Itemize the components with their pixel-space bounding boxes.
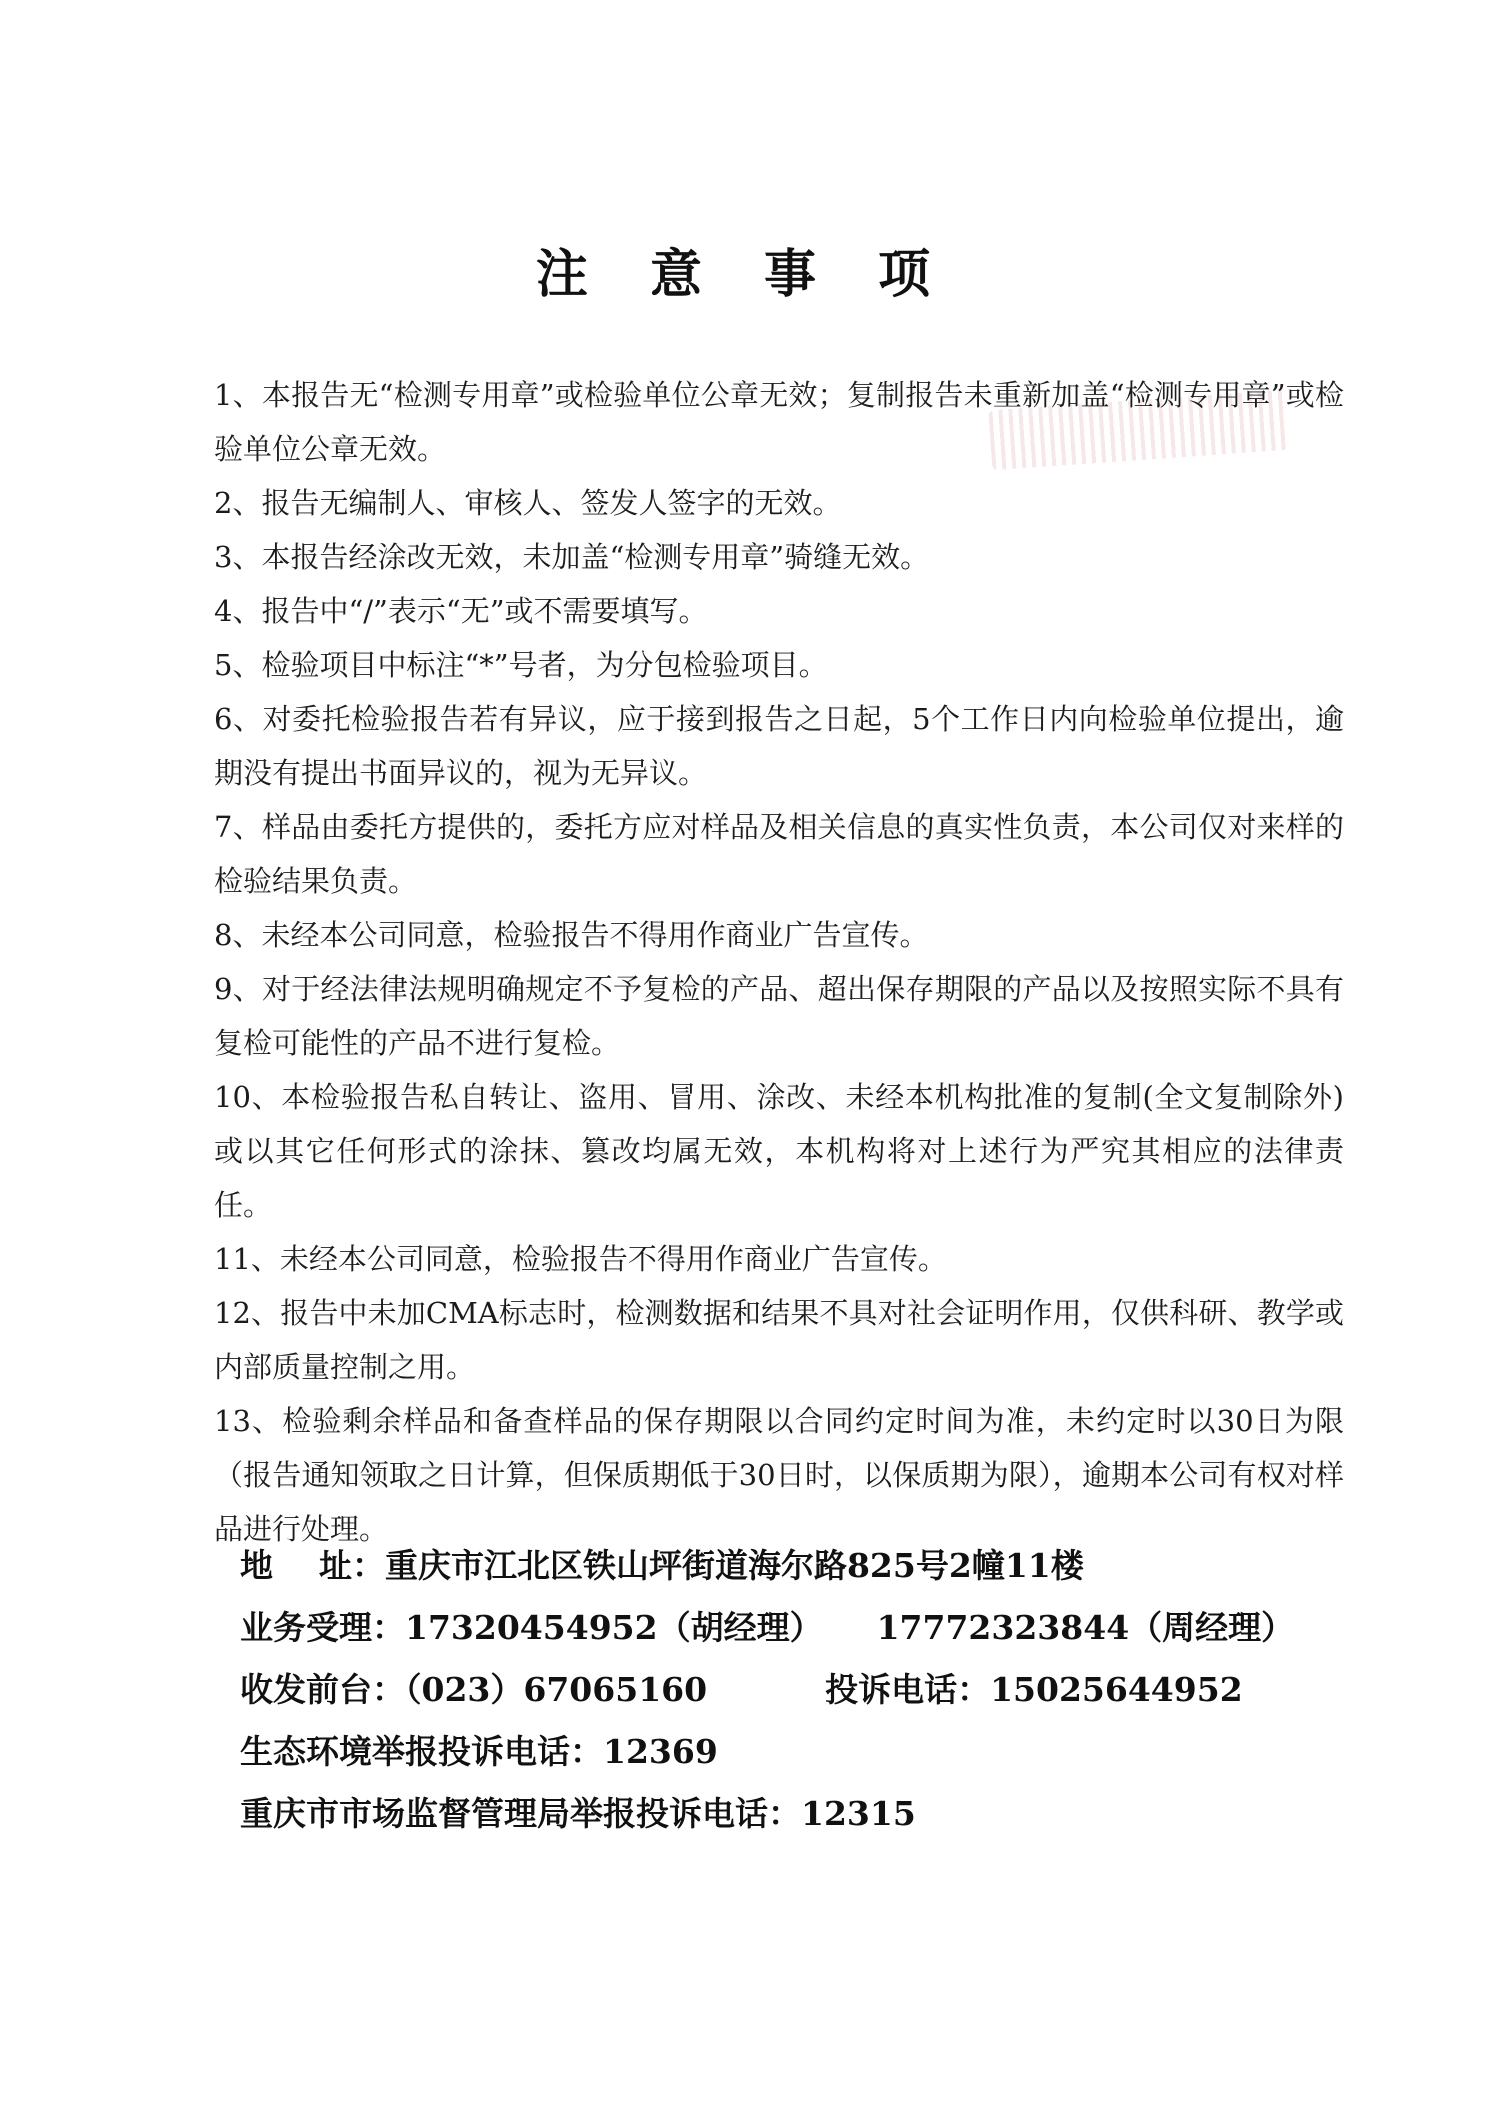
- contact-block: [240, 1535, 1360, 1845]
- eco-line: [240, 1721, 1360, 1783]
- notice-item-11: 11、未经本公司同意，检验报告不得用作商业广告宣传。: [214, 1242, 947, 1276]
- complaint-phone: 15025644952: [990, 1670, 1243, 1709]
- notice-item-6: 6、对委托检验报告若有异议，应于接到报告之日起，5个工作日内向检验单位提出，逾期没有提出书面异议的，视为无异议。: [214, 702, 1344, 790]
- notice-item-10: 10、本检验报告私自转让、盗用、冒用、涂改、未经本机构批准的复制(全文复制除外)或以其它任何形式的涂抹、篡改均属无效，本机构将对上述行为严究其相应的法律责任。: [214, 1080, 1344, 1222]
- eco-label: 生态环境举报投诉电话：: [240, 1732, 603, 1771]
- notice-item-7: 7、样品由委托方提供的，委托方应对样品及相关信息的真实性负责，本公司仅对来样的检验结果负责。: [214, 810, 1344, 898]
- notice-item-1: 1、本报告无“检测专用章”或检验单位公章无效；复制报告未重新加盖“检测专用章”或检验单位公章无效。: [214, 378, 1344, 466]
- front-desk-label: 收发前台：: [240, 1670, 405, 1709]
- notice-item-3: 3、本报告经涂改无效，未加盖“检测专用章”骑缝无效。: [214, 540, 930, 574]
- eco-phone: 12369: [603, 1732, 718, 1771]
- market-line: [240, 1783, 1360, 1845]
- notice-item-4: 4、报告中“/”表示“无”或不需要填写。: [214, 594, 708, 628]
- notice-item-2: 2、报告无编制人、审核人、签发人签字的无效。: [214, 486, 842, 520]
- address-line: [240, 1535, 1360, 1597]
- front-desk-line: [240, 1659, 1360, 1721]
- market-phone: 12315: [801, 1794, 916, 1833]
- notice-list: [214, 368, 1344, 1556]
- complaint-label: 投诉电话：: [825, 1670, 991, 1709]
- page-title: 注 意 事 项: [535, 244, 953, 305]
- business-phone-1: 17320454952（胡经理）: [405, 1608, 823, 1647]
- front-desk-phone: （023）67065160: [405, 1670, 708, 1709]
- address-value: 重庆市江北区铁山坪街道海尔路825号2幢11楼: [384, 1546, 1084, 1585]
- business-phone-2: 17772323844（周经理）: [876, 1608, 1295, 1647]
- business-line: [240, 1597, 1360, 1659]
- notice-item-8: 8、未经本公司同意，检验报告不得用作商业广告宣传。: [214, 918, 929, 952]
- notice-item-13: 13、检验剩余样品和备查样品的保存期限以合同约定时间为准，未约定时以30日为限（报告通知领取之日计算，但保质期低于30日时，以保质期为限），逾期本公司有权对样品进行处理。: [214, 1404, 1344, 1546]
- notice-item-12: 12、报告中未加CMA标志时，检测数据和结果不具对社会证明作用，仅供科研、教学或内部质量控制之用。: [214, 1296, 1344, 1384]
- business-label: 业务受理：: [240, 1608, 405, 1647]
- address-label: 地 址：: [240, 1546, 385, 1585]
- market-label: 重庆市市场监督管理局举报投诉电话：: [240, 1794, 801, 1833]
- notice-item-9: 9、对于经法律法规明确规定不予复检的产品、超出保存期限的产品以及按照实际不具有复检可能性的产品不进行复检。: [214, 972, 1344, 1060]
- notice-item-5: 5、检验项目中标注“*”号者，为分包检验项目。: [214, 648, 828, 682]
